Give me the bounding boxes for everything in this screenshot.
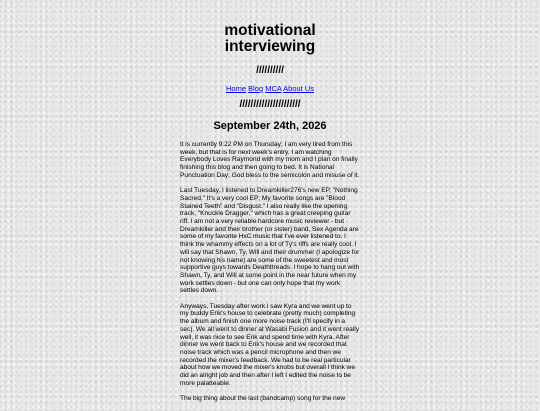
post-paragraph: Last Tuesday, I listened to Dreamkiller276's new EP, "Nothing Sacred." It's a very cool EP; My favorite songs are "Blood Stained Teeth" and "Disgust." I also really like the opening track, "Knuckle Dragger," which has a great creeping guitar riff. I am not a very reliable hardcore music reviewer - but Dreamkiller and their brother (or sister) band, Sex Agenda are some of my favorite HxC music that I've ever listened to. I think the whammy effects on a lot of Ty's riffs are really cool. I will say that Shawn, Ty, Will and their drummer (I apologize for not knowing his name) are some of the sweetest and most supportive guys towards Deathttreads. I hope to hang out with Shawn, Ty, and Will at some point in the near future when my work settles down - but one can only hope that my work settles down.: [180, 187, 360, 295]
post-paragraph: It is currently 9:22 PM on Thursday; I am very tired from this week, but that is for next week's entry. I am watching Everybody Loves Raymond with my mom and I plan on finally finishing this blog and then going to bed. It is National Punctuation Day; God bless to the semicolon and misuse of it.: [180, 141, 360, 179]
nav-link-about[interactable]: About Us: [283, 84, 314, 93]
post-paragraph: Anyways, Tuesday after work I saw Kyra and we went up to my buddy Erik's house to celebrate (pretty much) completing the album and finish one more noise track (I'll specify in a sec). We all went to dinner at Wasabi Fusion and it went really well, it was nice to see Erik and spend time with Kyra. After dinner we went back to Erik's house and we recorded that noise track which was a pencil microphone and then we recorded the mixer's feedback. We had to be real particular about how we moved the mixer's knobs but overall I think we did an alright job and then after I left I edited the noise to be more palatteable.: [180, 302, 360, 387]
site-title-line-1: motivational: [224, 22, 316, 39]
separator-long: //////////////////////: [239, 99, 301, 110]
site-title: [0, 23, 540, 55]
post-body: [180, 141, 360, 411]
separator-short: //////////: [256, 65, 284, 76]
nav-link-blog[interactable]: Blog: [248, 84, 264, 93]
site-title-line-2: interviewing: [224, 38, 316, 55]
post-date: September 24th, 2026: [213, 120, 327, 132]
nav-bar: [0, 84, 540, 93]
nav-link-home[interactable]: Home: [225, 84, 246, 93]
post-paragraph: The big thing about the last (bandcamp) song for the new: [180, 395, 346, 403]
nav-link-mca[interactable]: MCA: [265, 84, 282, 93]
